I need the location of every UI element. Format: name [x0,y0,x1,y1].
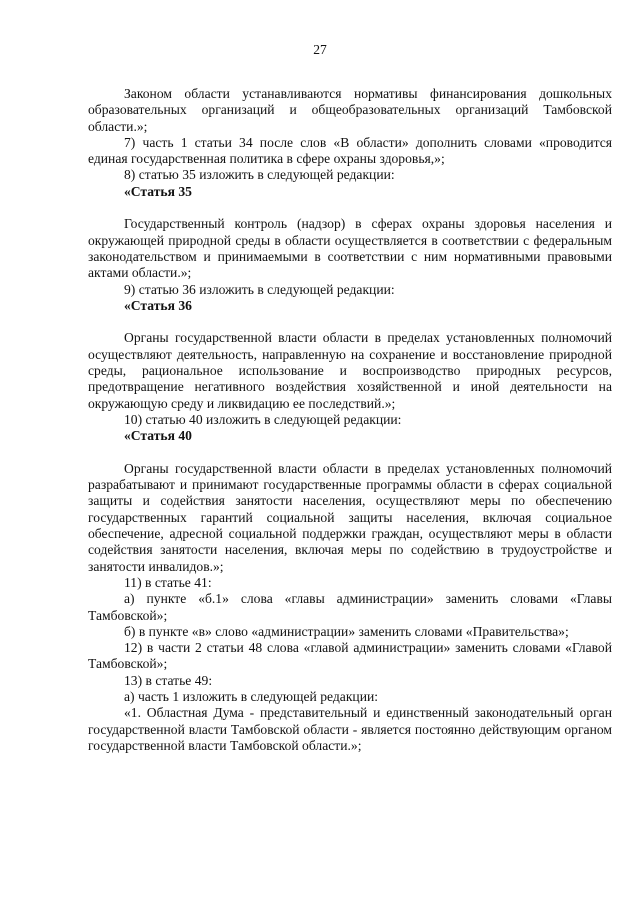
paragraph: Органы государственной власти области в пределах установленных полномочий разрабатывают и принимают государственные программы области в сферах социальной защиты и содействия занятости населения, осуществляют меры по обеспечению государственных гарантий социальной защиты населения, включая социальное обеспечение, адресной социальной поддержки граждан, осуществляют меры в области содействия занятости населения, включая меры по содействию в трудоустройстве и занятости инвалидов.»; [88,460,612,574]
blank-line [88,445,612,461]
page-number: 27 [313,42,327,57]
paragraph: Органы государственной власти области в пределах установленных полномочий осуществляют деятельность, направленную на сохранение и восстановление природной среды, рациональное использование и воспроизводство природных ресурсов, предотвращение негативного воздействия хозяйственной и иной деятельности на окружающую среду и ликвидацию ее последствий.»; [88,330,612,411]
paragraph: 13) в статье 49: [124,672,213,688]
paragraph: 9) статью 36 изложить в следующей редакции: [124,281,395,297]
article-heading: «Статья 40 [124,428,192,444]
paragraph: а) пункте «б.1» слова «главы администрации» заменить словами «Главы Тамбовской»; [88,591,612,623]
blank-line [88,200,612,216]
blank-line [88,314,612,330]
paragraph: б) в пункте «в» слово «администрации» заменить словами «Правительства»; [124,623,569,639]
paragraph: а) часть 1 изложить в следующей редакции: [124,688,379,704]
paragraph: Государственный контроль (надзор) в сферах охраны здоровья населения и окружающей природной среды в области осуществляется в соответствии с федеральным законодательством и принимаемыми в соответствии с ним нормативными правовыми актами области.»; [88,216,612,281]
paragraph: Законом области устанавливаются нормативы финансирования дошкольных образовательных организаций и общеобразовательных организаций Тамбовской области.»; [88,86,612,134]
paragraph: 10) статью 40 изложить в следующей редакции: [124,411,402,427]
paragraph: 12) в части 2 статьи 48 слова «главой администрации» заменить словами «Главой Тамбовской»; [88,640,612,672]
article-heading: «Статья 36 [124,297,192,313]
paragraph: 8) статью 35 изложить в следующей редакции: [124,167,395,183]
document-body [88,86,612,754]
paragraph: «1. Областная Дума - представительный и единственный законодательный орган государственной власти Тамбовской области - является постоянно действующим органом государственной власти Тамбовской области.»; [88,705,612,753]
article-heading: «Статья 35 [124,183,192,199]
paragraph: 11) в статье 41: [124,574,212,590]
paragraph: 7) часть 1 статьи 34 после слов «В области» дополнить словами «проводится единая государственная политика в сфере охраны здоровья,»; [88,134,612,167]
